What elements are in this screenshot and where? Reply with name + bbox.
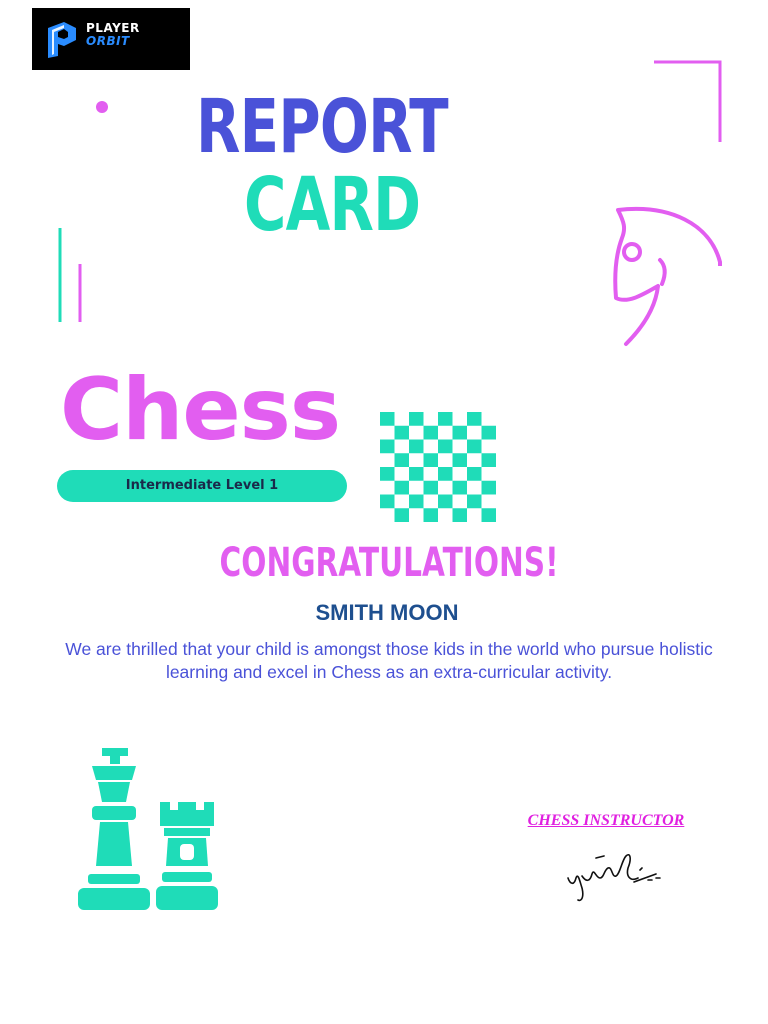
congratulations-text: CONGRATULATIONS! — [219, 540, 559, 586]
checkerboard-icon — [380, 412, 496, 522]
horse-head-icon — [610, 204, 726, 350]
checker-square — [467, 440, 482, 454]
checker-square — [380, 467, 395, 481]
title-card: CARD — [244, 162, 421, 248]
checker-square — [380, 412, 395, 426]
checker-square — [409, 440, 424, 454]
logo-p-icon — [44, 20, 80, 58]
teal-lines-decoration — [56, 226, 86, 326]
checker-square — [395, 481, 410, 495]
checker-square — [409, 412, 424, 426]
checker-square — [395, 453, 410, 467]
checker-square — [380, 495, 395, 509]
checker-square — [467, 495, 482, 509]
logo-text-player: PLAYER — [86, 21, 140, 35]
checker-square — [424, 453, 439, 467]
title-report: REPORT — [196, 84, 448, 170]
level-badge — [57, 470, 347, 502]
checker-square — [438, 467, 453, 481]
checker-square — [409, 495, 424, 509]
checker-square — [438, 440, 453, 454]
checker-square — [482, 453, 497, 467]
player-orbit-logo — [32, 8, 190, 70]
checker-square — [438, 412, 453, 426]
checker-square — [453, 426, 468, 440]
checker-square — [467, 412, 482, 426]
level-text: Intermediate Level 1 — [125, 478, 279, 493]
rook-icon — [154, 800, 220, 912]
king-icon — [76, 746, 152, 912]
checker-square — [395, 508, 410, 522]
checker-square — [482, 481, 497, 495]
signature-scribble — [560, 848, 664, 908]
checker-square — [424, 426, 439, 440]
congratulations-message: We are thrilled that your child is amongst those kids in the world who pursue holistic learning and excel in Chess as an extra-curricular activity. — [65, 639, 713, 682]
instructor-label: CHESS INSTRUCTOR — [527, 812, 685, 829]
checker-square — [380, 440, 395, 454]
checker-square — [409, 467, 424, 481]
checker-square — [453, 453, 468, 467]
checker-square — [424, 481, 439, 495]
pink-dot-decoration — [95, 100, 109, 114]
checker-square — [482, 508, 497, 522]
checker-square — [438, 495, 453, 509]
checker-square — [453, 481, 468, 495]
student-name: SMITH MOON — [315, 600, 459, 625]
checker-square — [467, 467, 482, 481]
checker-square — [395, 426, 410, 440]
checker-square — [453, 508, 468, 522]
congratulations-heading — [0, 538, 768, 588]
checker-square — [482, 426, 497, 440]
corner-bracket-decoration — [652, 58, 724, 146]
subject-title: Chess — [60, 360, 341, 460]
checker-square — [424, 508, 439, 522]
logo-text-orbit: ORBIT — [86, 34, 130, 48]
